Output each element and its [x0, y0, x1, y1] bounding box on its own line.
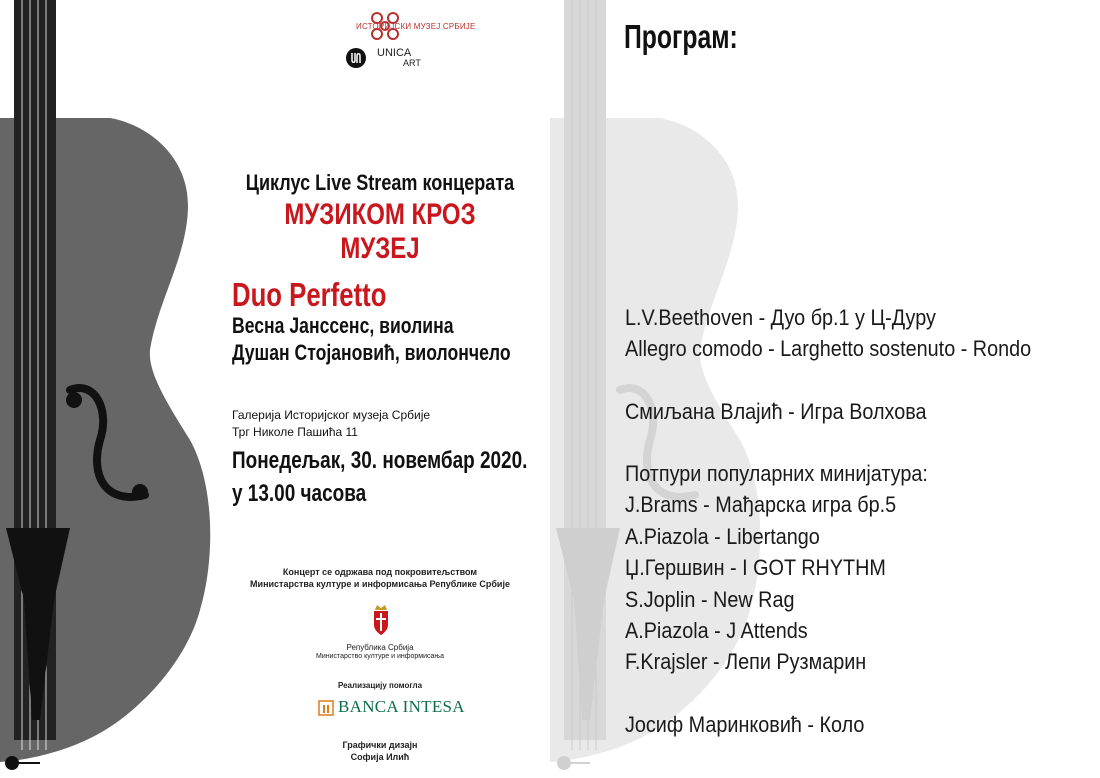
bank-logo-icon [318, 700, 334, 716]
sponsor-name: BANCA INTESA [338, 697, 465, 716]
program-item: S.Joplin - New Rag [625, 587, 795, 612]
serbia-coat-of-arms-icon [370, 601, 392, 641]
program-item: Allegro comodo - Larghetto sostenuto - Rondo [625, 336, 1032, 361]
program-item: F.Krajsler - Лепи Рузмарин [625, 649, 867, 674]
program-item: Смиљана Влајић - Игра Волхова [625, 399, 927, 424]
program-item: A.Piazola - Libertango [625, 524, 820, 549]
republic-label: Република Србија [346, 643, 414, 652]
event-date: Понедељак, 30. новембар 2020. [232, 447, 528, 474]
designer-name: Софија Илић [350, 752, 410, 762]
support-label: Реализацију помогла [337, 681, 423, 690]
partner-name-main: UNICA [377, 47, 412, 59]
program-item: Џ.Гершвин - I GOT RHYTHM [625, 555, 886, 580]
cycle-title: Циклус Live Stream концерата [245, 170, 515, 195]
design-label: Графички дизајн [342, 740, 418, 750]
series-title: МУЗИКОМ КРОЗ МУЗЕЈ [284, 198, 476, 265]
program-item: Потпури популарних минијатура: [625, 461, 928, 486]
patronage-line-1: Концерт се одржава под покровитељством [282, 567, 478, 577]
unica-logo-icon [346, 48, 366, 68]
program-item: A.Piazola - J Attends [625, 618, 808, 643]
museum-name: ИСТОРИЈСКИ МУЗЕЈ СРБИЈЕ [356, 22, 476, 31]
ministry-label: Министарство културе и информисања [316, 653, 444, 660]
performer-1: Весна Јанссенс, виолина [232, 313, 454, 338]
ensemble-name: Duo Perfetto [232, 276, 387, 313]
program-item: J.Brams - Мађарска игра бр.5 [625, 492, 897, 517]
program-title: Програм: [624, 18, 738, 55]
event-time: у 13.00 часова [232, 480, 367, 507]
venue-line-2: Трг Николе Пашића 11 [232, 425, 358, 439]
program-item: L.V.Beethoven - Дуо бр.1 у Ц-Дуру [625, 305, 936, 330]
venue-line-1: Галерија Историјског музеја Србије [232, 408, 431, 422]
patronage-line-2: Министарства културе и информисања Републике Србије [250, 579, 510, 589]
program-item: Јосиф Маринковић - Коло [625, 712, 865, 737]
partner-name [377, 48, 421, 68]
partner-name-suffix: ART [403, 58, 421, 68]
cello-illustration-dark [0, 0, 240, 778]
performer-2: Душан Стојановић, виолончело [232, 340, 511, 365]
